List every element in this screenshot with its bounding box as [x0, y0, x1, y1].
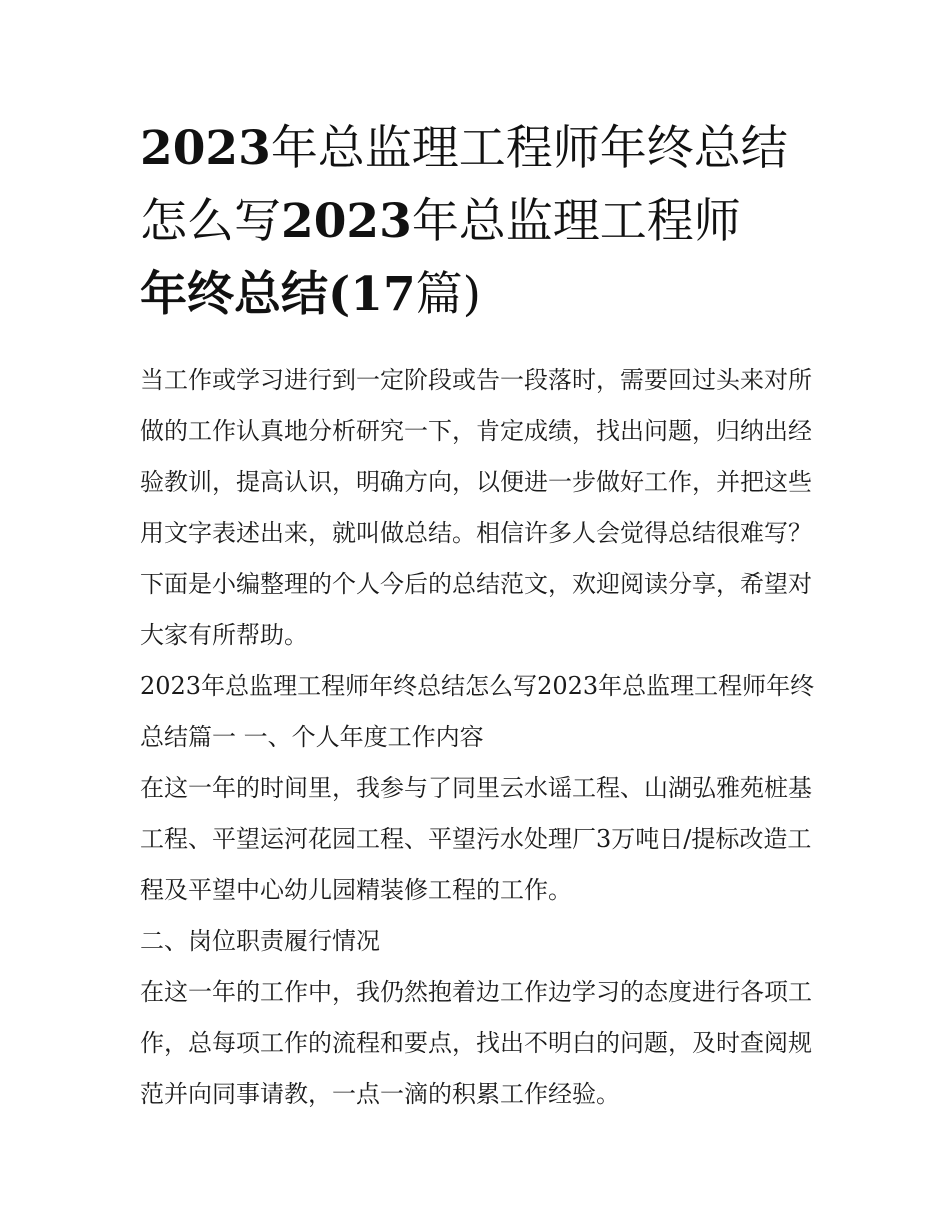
title-text: 年终总结(17: [140, 267, 416, 322]
intro-paragraph: 当工作或学习进行到一定阶段或告一段落时，需要回过头来对所做的工作认真地分析研究一下，肯定成绩，找出问题，归纳出经验教训，提高认识，明确方向，以便进一步做好工作，并把这些用文字表述出来，就叫做总结。相信许多人会觉得总结很难写？下面是小编整理的个人今后的总结范文，欢迎阅读分享，希望对大家有所帮助。: [140, 366, 812, 649]
title-text: 年总监理工程师年终总结: [270, 121, 788, 176]
section-heading: 二、岗位职责履行情况: [140, 927, 380, 955]
title-text: 怎么写: [140, 194, 281, 249]
title-text: 篇): [415, 267, 481, 322]
section-heading-paragraph: 2023年总监理工程师年终总结怎么写2023年总监理工程师年终总结篇一 一、个人年度工作内容: [140, 672, 815, 751]
title-line-1: [140, 121, 788, 176]
title-line-2: [140, 194, 741, 249]
title-text: 年总监理工程师: [411, 194, 741, 249]
duty-paragraph: 在这一年的工作中，我仍然抱着边工作边学习的态度进行各项工作，总每项工作的流程和要点，找出不明白的问题，及时查阅规范并向同事请教，一点一滴的积累工作经验。: [140, 978, 812, 1108]
work-content-paragraph: 在这一年的时间里，我参与了同里云水谣工程、山湖弘雅苑桩基工程、平望运河花园工程、平望污水处理厂3万吨日/提标改造工程及平望中心幼儿园精装修工程的工作。: [140, 774, 812, 904]
document-title: [140, 112, 820, 331]
document-body: [140, 355, 830, 1120]
title-year: 2023: [281, 194, 412, 249]
title-line-3: [140, 267, 481, 322]
title-year: 2023: [140, 121, 271, 176]
